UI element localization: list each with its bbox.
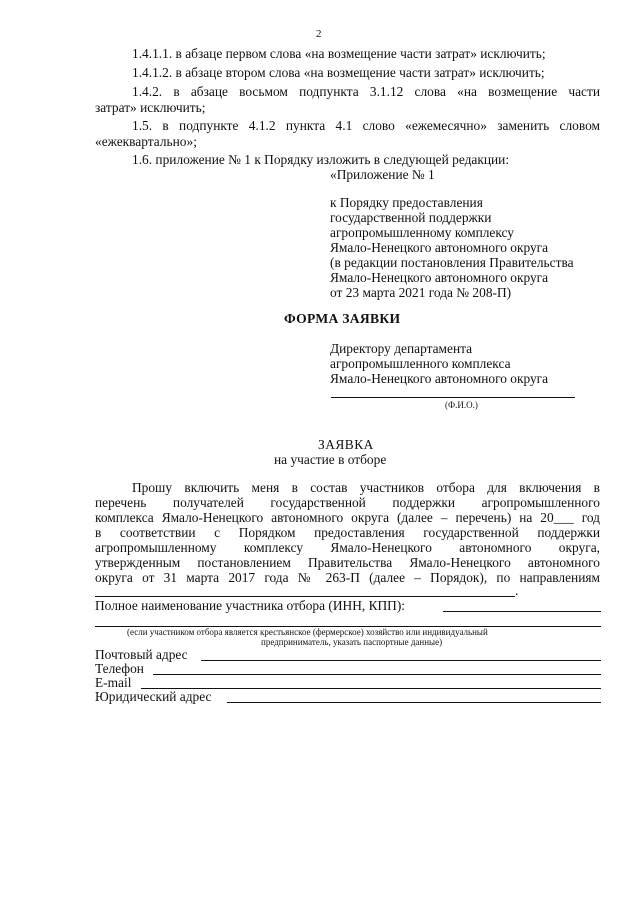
postal-address-input-line[interactable]	[201, 660, 601, 661]
amendment-1-4-1-1: 1.4.1.1. в абзаце первом слова «на возмещение части затрат» исключить;	[132, 46, 546, 61]
fio-underline	[331, 397, 575, 398]
application-body-line: агропромышленному комплексу Ямало-Ненецкого автономного округа,	[95, 540, 600, 555]
addressee-line: Директору департамента	[330, 341, 473, 356]
appendix-line: к Порядку предоставления	[330, 195, 483, 210]
full-name-note: (если участником отбора является крестьянское (фермерское) хозяйство или индивидуальный	[127, 627, 488, 637]
amendment-1-6: 1.6. приложение № 1 к Порядку изложить в следующей редакции:	[132, 152, 510, 167]
directions-underline	[95, 596, 515, 597]
application-body-line: перечень получателей государственной поддержки агропромышленного	[95, 495, 600, 510]
appendix-title: «Приложение № 1	[330, 167, 435, 182]
full-name-label: Полное наименование участника отбора (ИНН, КПП):	[95, 598, 406, 613]
addressee-line: агропромышленного комплекса	[330, 356, 511, 371]
form-title: ФОРМА ЗАЯВКИ	[284, 311, 401, 326]
appendix-line: государственной поддержки	[330, 210, 492, 225]
appendix-line: агропромышленному комплексу	[330, 225, 514, 240]
phone-label: Телефон	[95, 661, 144, 676]
amendment-1-4-2-line2: затрат» исключить;	[95, 100, 206, 115]
directions-period: .	[515, 583, 519, 598]
postal-address-label: Почтовый адрес	[95, 647, 188, 662]
full-name-note: предприниматель, указать паспортные данные)	[261, 637, 443, 647]
application-body-line: утвержденным постановлением Правительства Ямало-Ненецкого автономного	[95, 555, 600, 570]
application-body-line: округа от 31 марта 2017 года № 263-П (далее – Порядок), по направлениям	[95, 570, 600, 585]
appendix-line: Ямало-Ненецкого автономного округа	[330, 240, 549, 255]
legal-address-input-line[interactable]	[227, 702, 601, 703]
appendix-line: (в редакции постановления Правительства	[330, 255, 574, 270]
email-label: E-mail	[95, 675, 132, 690]
legal-address-label: Юридический адрес	[95, 689, 212, 704]
amendment-1-5-line2: «ежеквартально»;	[95, 134, 197, 149]
application-title: ЗАЯВКА	[318, 437, 374, 452]
application-body-line: комплекса Ямало-Ненецкого автономного округа (далее – перечень) на 20___ год	[95, 510, 600, 525]
amendment-1-4-1-2: 1.4.1.2. в абзаце втором слова «на возмещение части затрат» исключить;	[132, 65, 545, 80]
page-number: 2	[316, 28, 322, 40]
application-body-line: в соответствии с Порядком предоставления государственной поддержки	[95, 525, 600, 540]
fio-caption: (Ф.И.О.)	[445, 400, 478, 410]
amendment-1-4-2-line1: 1.4.2. в абзаце восьмом подпункта 3.1.12 слова «на возмещение части	[132, 84, 600, 99]
full-name-input-line[interactable]	[443, 611, 601, 612]
appendix-line: Ямало-Ненецкого автономного округа	[330, 270, 549, 285]
addressee-line: Ямало-Ненецкого автономного округа	[330, 371, 549, 386]
application-body-line: Прошу включить меня в состав участников отбора для включения в	[132, 480, 600, 495]
appendix-line: от 23 марта 2021 года № 208-П)	[330, 285, 512, 300]
phone-input-line[interactable]	[153, 674, 601, 675]
amendment-1-5-line1: 1.5. в подпункте 4.1.2 пункта 4.1 слово «ежемесячно» заменить словом	[132, 118, 600, 133]
application-subtitle: на участие в отборе	[274, 452, 387, 467]
